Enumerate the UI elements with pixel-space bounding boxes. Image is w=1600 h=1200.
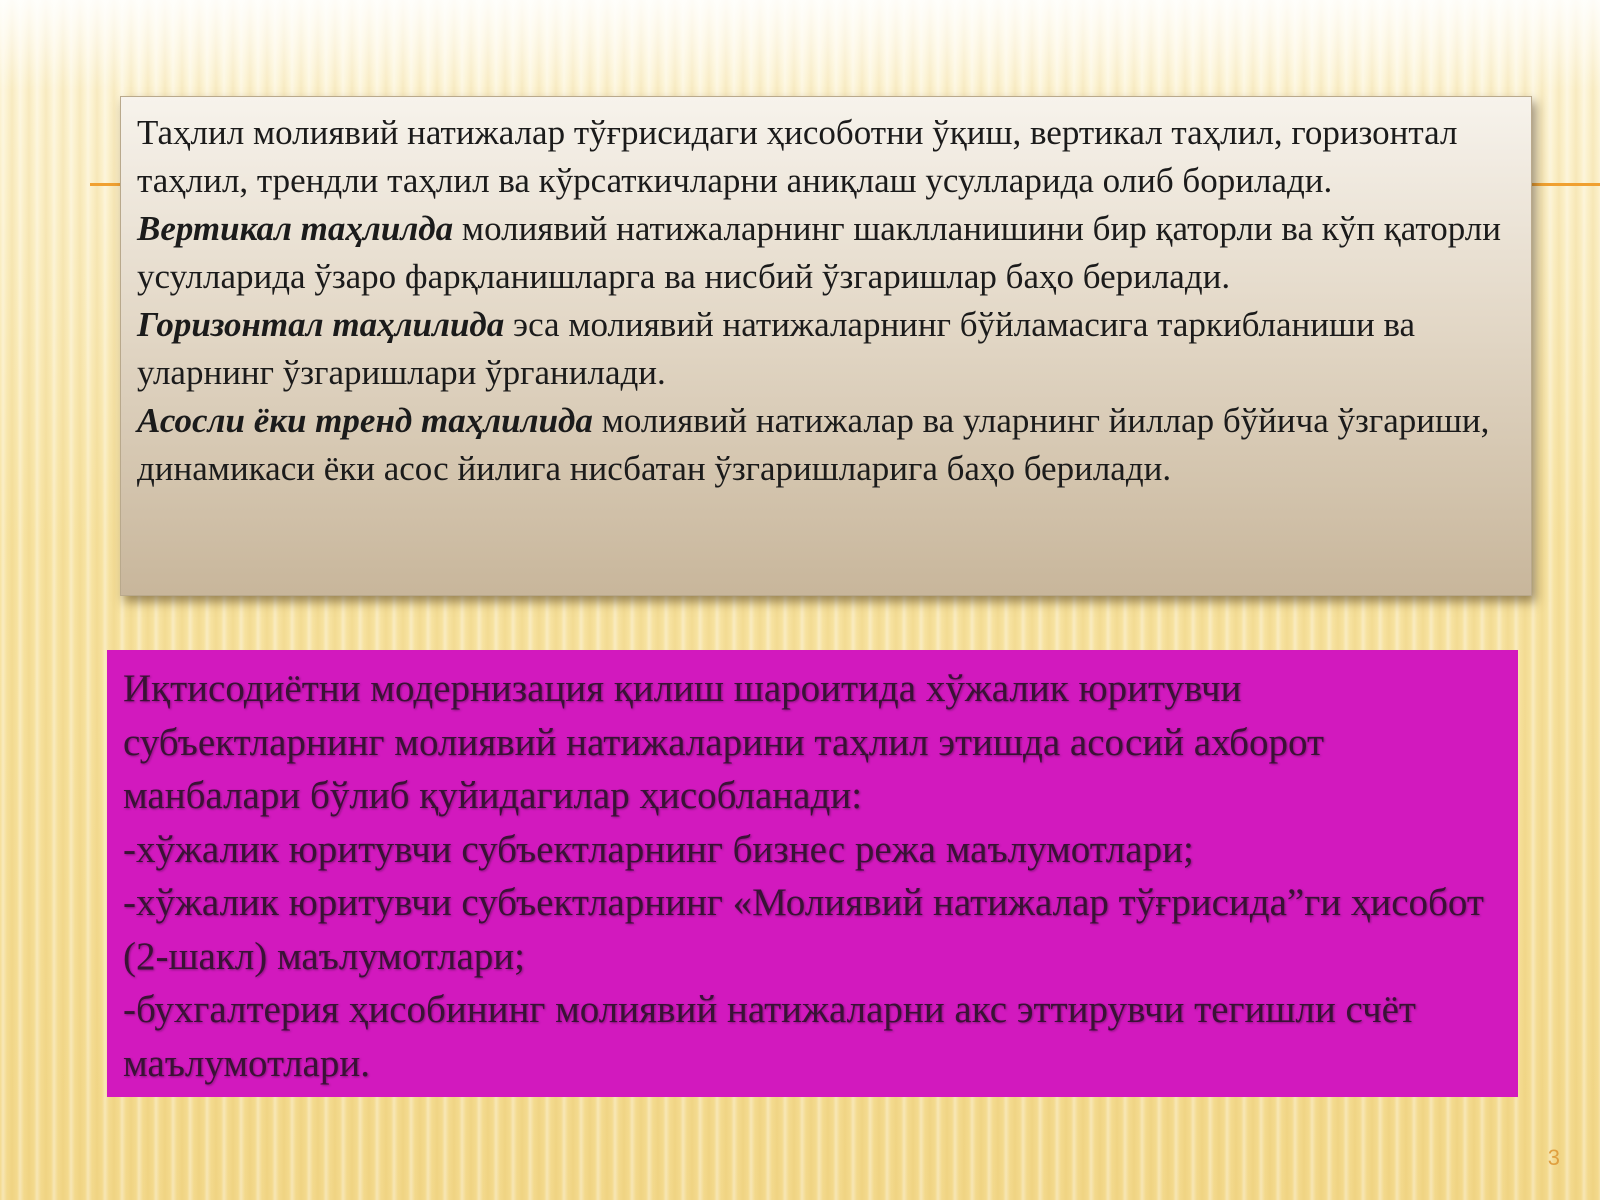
intro-paragraph: Таҳлил молиявий натижалар тўғрисидаги ҳисоботни ўқиш, вертикал таҳлил, горизонтал таҳлил, трендли таҳлил ва кўрсаткичларни аниқлаш усулларида олиб борилади. [137,113,1458,200]
title-accent-line-left [90,183,122,186]
trend-analysis-paragraph [137,397,1515,493]
analysis-methods-textbox [120,96,1532,596]
trend-analysis-text: молиявий натижалар ва уларнинг йиллар бўйича ўзгариши, динамикаси ёки асос йилига нисбатан ўзгаришларига баҳо берилади. [137,401,1490,488]
source-item-financial-report: -хўжалик юритувчи субъектларнинг «Молиявий натижалар тўғрисида”ги ҳисобот (2-шакл) маълумотлари; [123,881,1484,978]
horizontal-analysis-term: Горизонтал таҳлилида [137,305,505,344]
information-sources-textbox [107,650,1518,1097]
vertical-analysis-text: молиявий натижаларнинг шаклланишини бир қаторли ва кўп қаторли усулларида ўзаро фарқланишларга ва нисбий ўзгаришлар баҳо берилади. [137,209,1501,296]
sources-intro: Иқтисодиётни модернизация қилиш шароитида хўжалик юритувчи субъектларнинг молиявий натижаларини таҳлил этишда асосий ахборот манбалари бўлиб қуйидагилар ҳисобланади: [123,667,1324,817]
source-item-business-plan: -хўжалик юритувчи субъектларнинг бизнес режа маълумотлари; [123,827,1194,871]
vertical-analysis-paragraph [137,205,1515,301]
source-item-accounting-records: -бухгалтерия ҳисобининг молиявий натижаларни акс эттирувчи тегишли счёт маълумотлари. [123,988,1416,1085]
horizontal-analysis-text: эса молиявий натижаларнинг бўйламасига таркибланиши ва уларнинг ўзгаришлари ўрганилади. [137,305,1416,392]
slide-page-number: 3 [1547,1145,1560,1170]
horizontal-analysis-paragraph [137,301,1515,397]
title-accent-line-right [1530,183,1600,186]
trend-analysis-term: Асосли ёки тренд таҳлилида [137,401,593,440]
vertical-analysis-term: Вертикал таҳлилда [137,209,454,248]
